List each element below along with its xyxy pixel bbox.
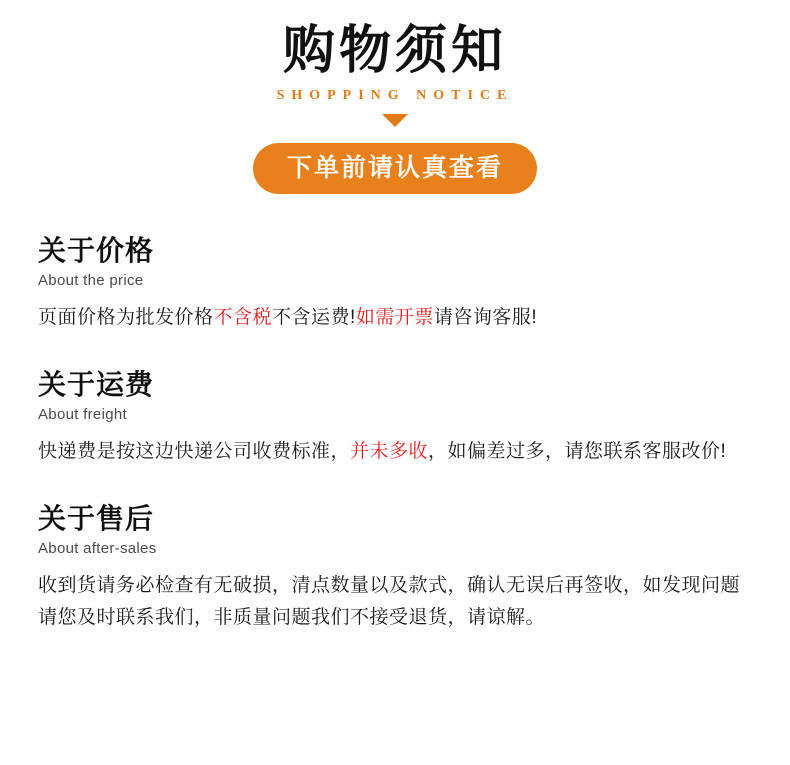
section-about-freight — [38, 368, 752, 468]
highlighted-text: 不含税 — [213, 307, 273, 329]
body-text: 页面价格为批发价格 — [38, 307, 214, 329]
triangle-down-icon — [382, 114, 408, 127]
highlighted-text: 并未多收 — [350, 441, 429, 463]
section-subtitle: About freight — [38, 406, 127, 424]
section-about-after-sales — [38, 502, 752, 633]
body-text: ，如偏差过多，请您联系客服改价! — [428, 441, 727, 463]
section-body — [38, 570, 752, 633]
section-about-price — [38, 234, 752, 334]
section-subtitle: About the price — [38, 272, 144, 290]
highlighted-text: 如需开票 — [355, 307, 434, 329]
body-text: 收到货请务必检查有无破损，清点数量以及款式，确认无误后再签收，如发现问题请您及时联系我们，非质量问题我们不接受退货，请谅解。 — [38, 575, 741, 628]
section-body — [38, 436, 752, 467]
section-body — [38, 302, 752, 333]
body-text: 快递费是按这边快递公司收费标准， — [38, 441, 351, 463]
notice-banner-label: 下单前请认真查看 — [253, 143, 537, 194]
page-header — [38, 0, 752, 127]
section-subtitle: About after-sales — [38, 540, 157, 558]
body-text: 请咨询客服! — [433, 307, 538, 329]
page-subtitle: SHOPPING NOTICE — [276, 87, 514, 103]
section-title: 关于运费 — [38, 367, 155, 401]
page-title: 购物须知 — [282, 21, 507, 81]
section-title: 关于售后 — [38, 501, 155, 535]
notice-banner — [38, 143, 752, 194]
section-title: 关于价格 — [38, 233, 155, 267]
body-text: 不含运费! — [272, 307, 356, 329]
